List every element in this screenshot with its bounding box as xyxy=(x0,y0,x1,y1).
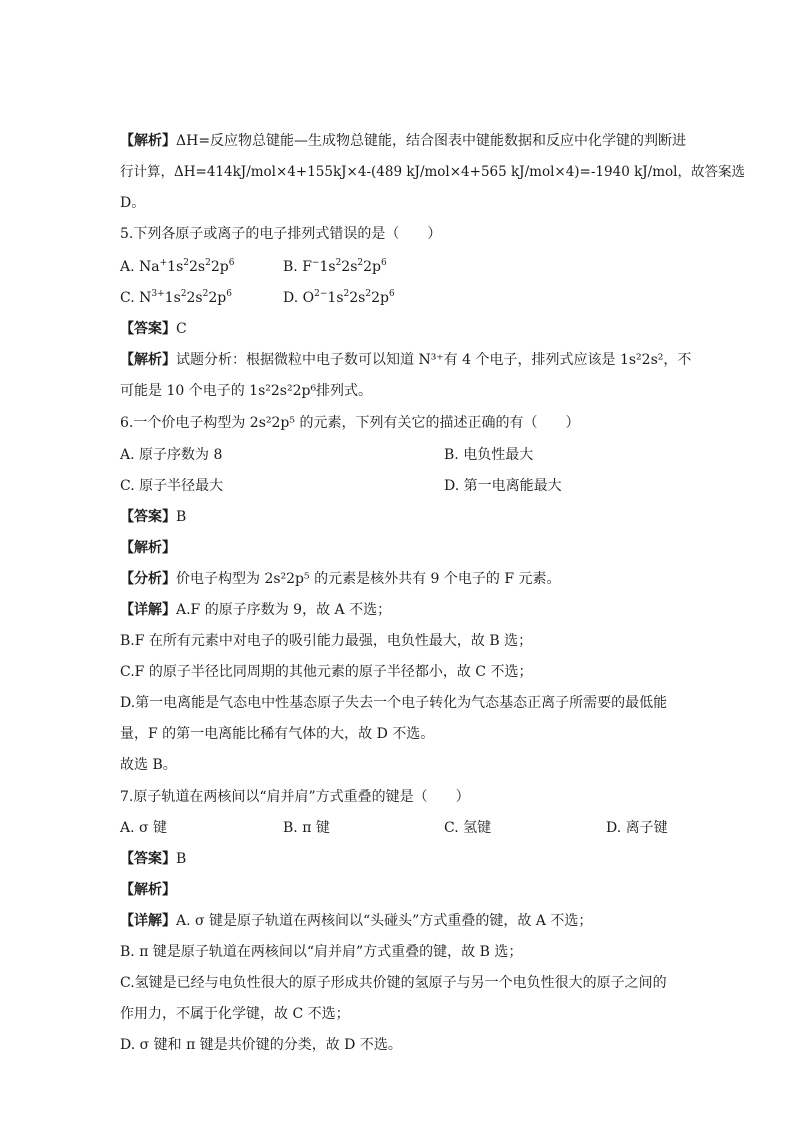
q4-analysis-line-3: D。 xyxy=(120,195,146,211)
q7-option-c: C. 氢键 xyxy=(444,820,492,836)
q6-fenxi: 【分析】价电子构型为 2s²2p⁵ 的元素是核外共有 9 个电子的 F 元素。 xyxy=(120,571,561,587)
q6-detail-d-1: D.第一电离能是气态电中性基态原子失去一个电子转化为气态基态正离子所需要的最低能 xyxy=(120,695,668,711)
q5-answer: 【答案】C xyxy=(120,321,187,337)
q7-analysis-tag: 【解析】 xyxy=(120,882,176,898)
q5-analysis-line-2: 可能是 10 个电子的 1s²2s²2p⁶排列式。 xyxy=(120,383,373,399)
q6-conclusion: 故选 B。 xyxy=(120,757,177,773)
q7-option-b: B. π 键 xyxy=(283,820,330,836)
q6-analysis-tag: 【解析】 xyxy=(120,540,176,556)
q4-analysis-line-2: 行计算，ΔH=414kJ/mol×4+155kJ×4-(489 kJ/mol×4+565 kJ/mol×4)=-1940 kJ/mol，故答案选 xyxy=(120,164,745,180)
analysis-tag: 【解析】 xyxy=(120,133,176,149)
q6-option-b: B. 电负性最大 xyxy=(444,447,534,463)
q6-detail-c: C.F 的原子半径比同周期的其他元素的原子半径都小，故 C 不选； xyxy=(120,664,533,680)
q7-detail-a: 【详解】A. σ 键是原子轨道在两核间以“头碰头”方式重叠的键，故 A 不选； xyxy=(120,913,593,929)
q7-option-d: D. 离子键 xyxy=(606,820,668,836)
q5-option-c: C. $N^{3+}1s^22s^22p^6$ xyxy=(120,289,232,306)
q7-option-a: A. σ 键 xyxy=(120,820,168,836)
q7-detail-c-1: C.氢键是已经与电负性很大的原子形成共价键的氢原子与另一个电负性很大的原子之间的 xyxy=(120,975,667,991)
q6-detail-b: B.F 在所有元素中对电子的吸引能力最强，电负性最大，故 B 选； xyxy=(120,633,533,649)
q7-answer: 【答案】B xyxy=(120,851,187,867)
q7-detail-b: B. π 键是原子轨道在两核间以“肩并肩”方式重叠的键，故 B 选； xyxy=(120,944,523,960)
q6-option-c: C. 原子半径最大 xyxy=(120,478,224,494)
q7-detail-c-2: 作用力，不属于化学键，故 C 不选； xyxy=(120,1006,350,1022)
q5-option-a: A. $Na^+1s^22s^22p^6$ xyxy=(120,258,235,275)
q5-option-d: D. $O^{2-}1s^22s^22p^6$ xyxy=(283,289,395,306)
q4-analysis-line-1 xyxy=(120,131,686,151)
q4-analysis-text-1: ΔH=反应物总键能—生成物总键能，结合图表中键能数据和反应中化学键的判断进 xyxy=(176,133,687,149)
q7-detail-d: D. σ 键和 π 键是共价键的分类，故 D 不选。 xyxy=(120,1037,402,1053)
q6-stem: 6.一个价电子构型为 2s²2p⁵ 的元素，下列有关它的描述正确的有（ ） xyxy=(120,415,580,431)
q5-analysis-line-1: 【解析】试题分析：根据微粒中电子数可以知道 N³⁺有 4 个电子，排列式应该是 1s²2s²，不 xyxy=(120,352,692,368)
q6-detail-d-2: 量，F 的第一电离能比稀有气体的大，故 D 不选。 xyxy=(120,726,435,742)
q6-option-d: D. 第一电离能最大 xyxy=(444,478,562,494)
q6-option-a: A. 原子序数为 8 xyxy=(120,447,223,463)
q5-option-b: B. $F^-1s^22s^22p^6$ xyxy=(283,258,387,275)
q5-stem: 5.下列各原子或离子的电子排列式错误的是（ ） xyxy=(120,226,442,242)
q6-detail-a: 【详解】A.F 的原子序数为 9，故 A 不选； xyxy=(120,602,392,618)
q6-answer: 【答案】B xyxy=(120,509,187,525)
q7-stem: 7.原子轨道在两核间以“肩并肩”方式重叠的键是（ ） xyxy=(120,789,470,805)
